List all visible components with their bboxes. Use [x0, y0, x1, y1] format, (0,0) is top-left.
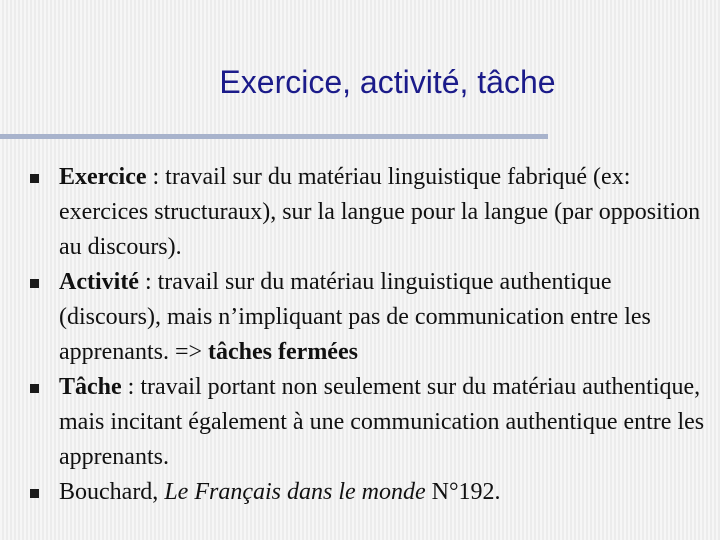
slide-title: Exercice, activité, tâche [219, 64, 556, 100]
bullet-exercice [0, 160, 720, 265]
bullet-activite [0, 265, 720, 370]
reference-source-title: Le Français dans le monde [164, 479, 426, 505]
square-bullet-icon [30, 174, 39, 183]
term-exercice: Exercice [59, 164, 147, 190]
square-bullet-icon [30, 279, 39, 288]
bullet-text [59, 164, 700, 260]
bullet-reference [0, 475, 720, 510]
bullet-list [0, 160, 720, 510]
bullet-text [59, 269, 651, 365]
bullet-tache [0, 370, 720, 475]
definition-activite: : travail sur du matériau linguistique authentique (discours), mais n’impliquant pas de communication entre les apprenants. => [59, 269, 651, 365]
square-bullet-icon [30, 489, 39, 498]
reference-issue: N°192. [425, 479, 501, 505]
bullet-text [59, 374, 704, 470]
definition-exercice: : travail sur du matériau linguistique fabriqué (ex: exercices structuraux), sur la langue pour la langue (par opposition au discours). [59, 164, 701, 260]
title-divider [0, 134, 548, 139]
term-activite: Activité [59, 269, 139, 295]
square-bullet-icon [30, 384, 39, 393]
reference-author: Bouchard, [59, 479, 165, 505]
reference-text [59, 479, 501, 505]
term-tache: Tâche [59, 374, 122, 400]
emphasis-taches-fermees: tâches fermées [208, 339, 358, 365]
definition-tache: : travail portant non seulement sur du matériau authentique, mais incitant également à une communication authentique entre les apprenants. [59, 374, 705, 470]
